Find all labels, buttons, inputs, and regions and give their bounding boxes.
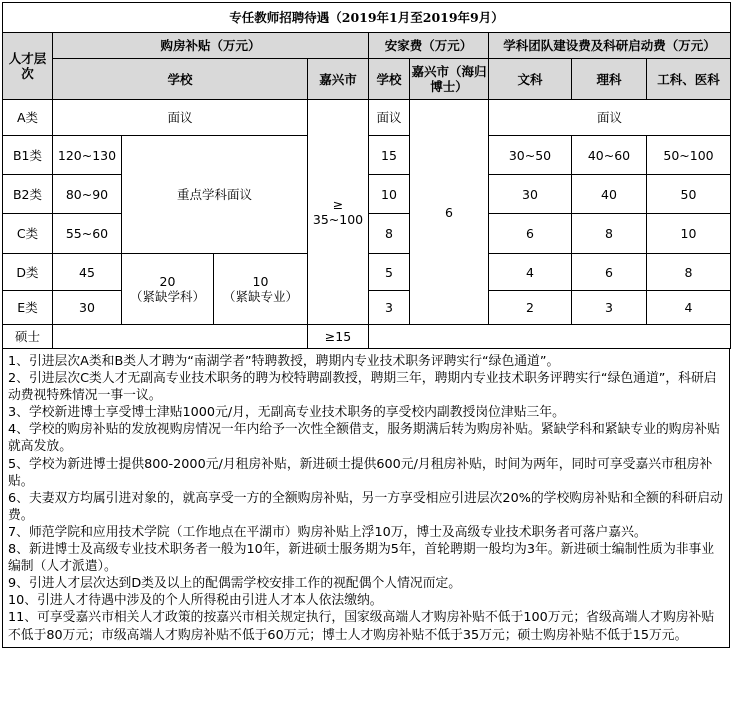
housing-school-cell: 30 [53,291,122,325]
housing-jiaxing-cell: ≥15 [308,325,369,349]
settle-jiaxing-cell: 6 [410,100,489,325]
note-item: 9、引进人才层次达到D类及以上的配偶需学校安排工作的视配偶个人情况而定。 [8,576,462,592]
liberal-arts-cell: 30~50 [489,136,572,175]
engineering-medicine-cell: 4 [647,291,731,325]
level-cell: D类 [3,254,53,291]
science-cell: 8 [572,214,647,254]
empty-cell [369,325,731,349]
science-cell: 6 [572,254,647,291]
settle-school-cell: 8 [369,214,410,254]
level-cell: B2类 [3,175,53,214]
scarce-major-cell: 10 （紧缺专业） [214,254,308,325]
liberal-arts-cell: 30 [489,175,572,214]
housing-school-cell: 80~90 [53,175,122,214]
scarce-subject-cell: 20 （紧缺学科） [122,254,214,325]
note-item: 11、可享受嘉兴市相关人才政策的按嘉兴市相关规定执行，国家级高端人才购房补贴不低于100万元；省级高端人才购房补贴不低于80万元；市级高端人才购房补贴不低于60万元；博士人才购房补贴不低于35万元；硕士购房补贴不低于15万元。 [8,610,715,643]
header-research-fund: 学科团队建设费及科研启动费（万元） [489,33,731,59]
engineering-medicine-cell: 50~100 [647,136,731,175]
note-item: 7、师范学院和应用技术学院（工作地点在平湖市）购房补贴上浮10万，博士及高级专业技术职务者可落户嘉兴。 [8,524,647,540]
settle-school-cell: 10 [369,175,410,214]
header-engineering-medicine: 工科、医科 [647,59,731,100]
level-cell: B1类 [3,136,53,175]
notes-section [2,349,730,648]
note-item: 3、学校新进博士享受博士津贴1000元/月，无副高专业技术职务的享受校内副教授岗位津贴三年。 [8,405,565,421]
header-housing-school: 学校 [53,59,308,100]
housing-school-cell: 面议 [53,100,308,136]
science-cell: 40~60 [572,136,647,175]
housing-school-cell: 55~60 [53,214,122,254]
engineering-medicine-cell: 8 [647,254,731,291]
header-settle-jiaxing: 嘉兴市（海归博士） [410,59,489,100]
note-item: 4、学校的购房补贴的发放视购房情况一年内给予一次性全额借支，服务期满后转为购房补贴。紧缺学科和紧缺专业的购房补贴就高发放。 [8,422,720,455]
document-title: 专任教师招聘待遇（2019年1月至2019年9月） [3,3,731,33]
housing-school-cell: 45 [53,254,122,291]
engineering-medicine-cell: 10 [647,214,731,254]
benefits-table [2,2,731,349]
recruitment-benefits-document [2,2,730,648]
header-talent-level: 人才层次 [3,33,53,100]
header-liberal-arts: 文科 [489,59,572,100]
level-cell: C类 [3,214,53,254]
note-item: 5、学校为新进博士提供800-2000元/月租房补贴，新进硕士提供600元/月租房补贴，时间为两年，同时可享受嘉兴市租房补贴。 [8,456,713,489]
empty-cell [53,325,308,349]
settle-school-cell: 3 [369,291,410,325]
research-fund-cell: 面议 [489,100,731,136]
header-science: 理科 [572,59,647,100]
key-subject-cell: 重点学科面议 [122,136,308,254]
housing-school-cell: 120~130 [53,136,122,175]
engineering-medicine-cell: 50 [647,175,731,214]
level-cell: A类 [3,100,53,136]
note-item: 1、引进层次A类和B类人才聘为“南湖学者”特聘教授，聘期内专业技术职务评聘实行“绿色通道”。 [8,354,560,369]
note-item: 10、引进人才待遇中涉及的个人所得税由引进人才本人依法缴纳。 [8,593,383,609]
level-cell: 硕士 [3,325,53,349]
level-cell: E类 [3,291,53,325]
liberal-arts-cell: 6 [489,214,572,254]
header-settle-school: 学校 [369,59,410,100]
liberal-arts-cell: 4 [489,254,572,291]
settle-school-cell: 5 [369,254,410,291]
settle-school-cell: 15 [369,136,410,175]
housing-jiaxing-cell: ≥ 35~100 [308,100,369,325]
science-cell: 40 [572,175,647,214]
settle-school-cell: 面议 [369,100,410,136]
note-item: 2、引进层次C类人才无副高专业技术职务的聘为校特聘副教授，聘期三年，聘期内专业技术职务评聘实行“绿色通道”，科研启动费视特殊情况一事一议。 [8,371,717,404]
header-settlement-fee: 安家费（万元） [369,33,489,59]
liberal-arts-cell: 2 [489,291,572,325]
header-housing-jiaxing: 嘉兴市 [308,59,369,100]
note-item: 6、夫妻双方均属引进对象的，就高享受一方的全额购房补贴，另一方享受相应引进层次20%的学校购房补贴和全额的科研启动费。 [8,490,723,523]
header-housing-subsidy: 购房补贴（万元） [53,33,369,59]
science-cell: 3 [572,291,647,325]
note-item: 8、新进博士及高级专业技术职务者一般为10年，新进硕士服务期为5年，首轮聘期一般均为3年。新进硕士编制性质为非事业编制（人才派遣）。 [8,542,715,575]
